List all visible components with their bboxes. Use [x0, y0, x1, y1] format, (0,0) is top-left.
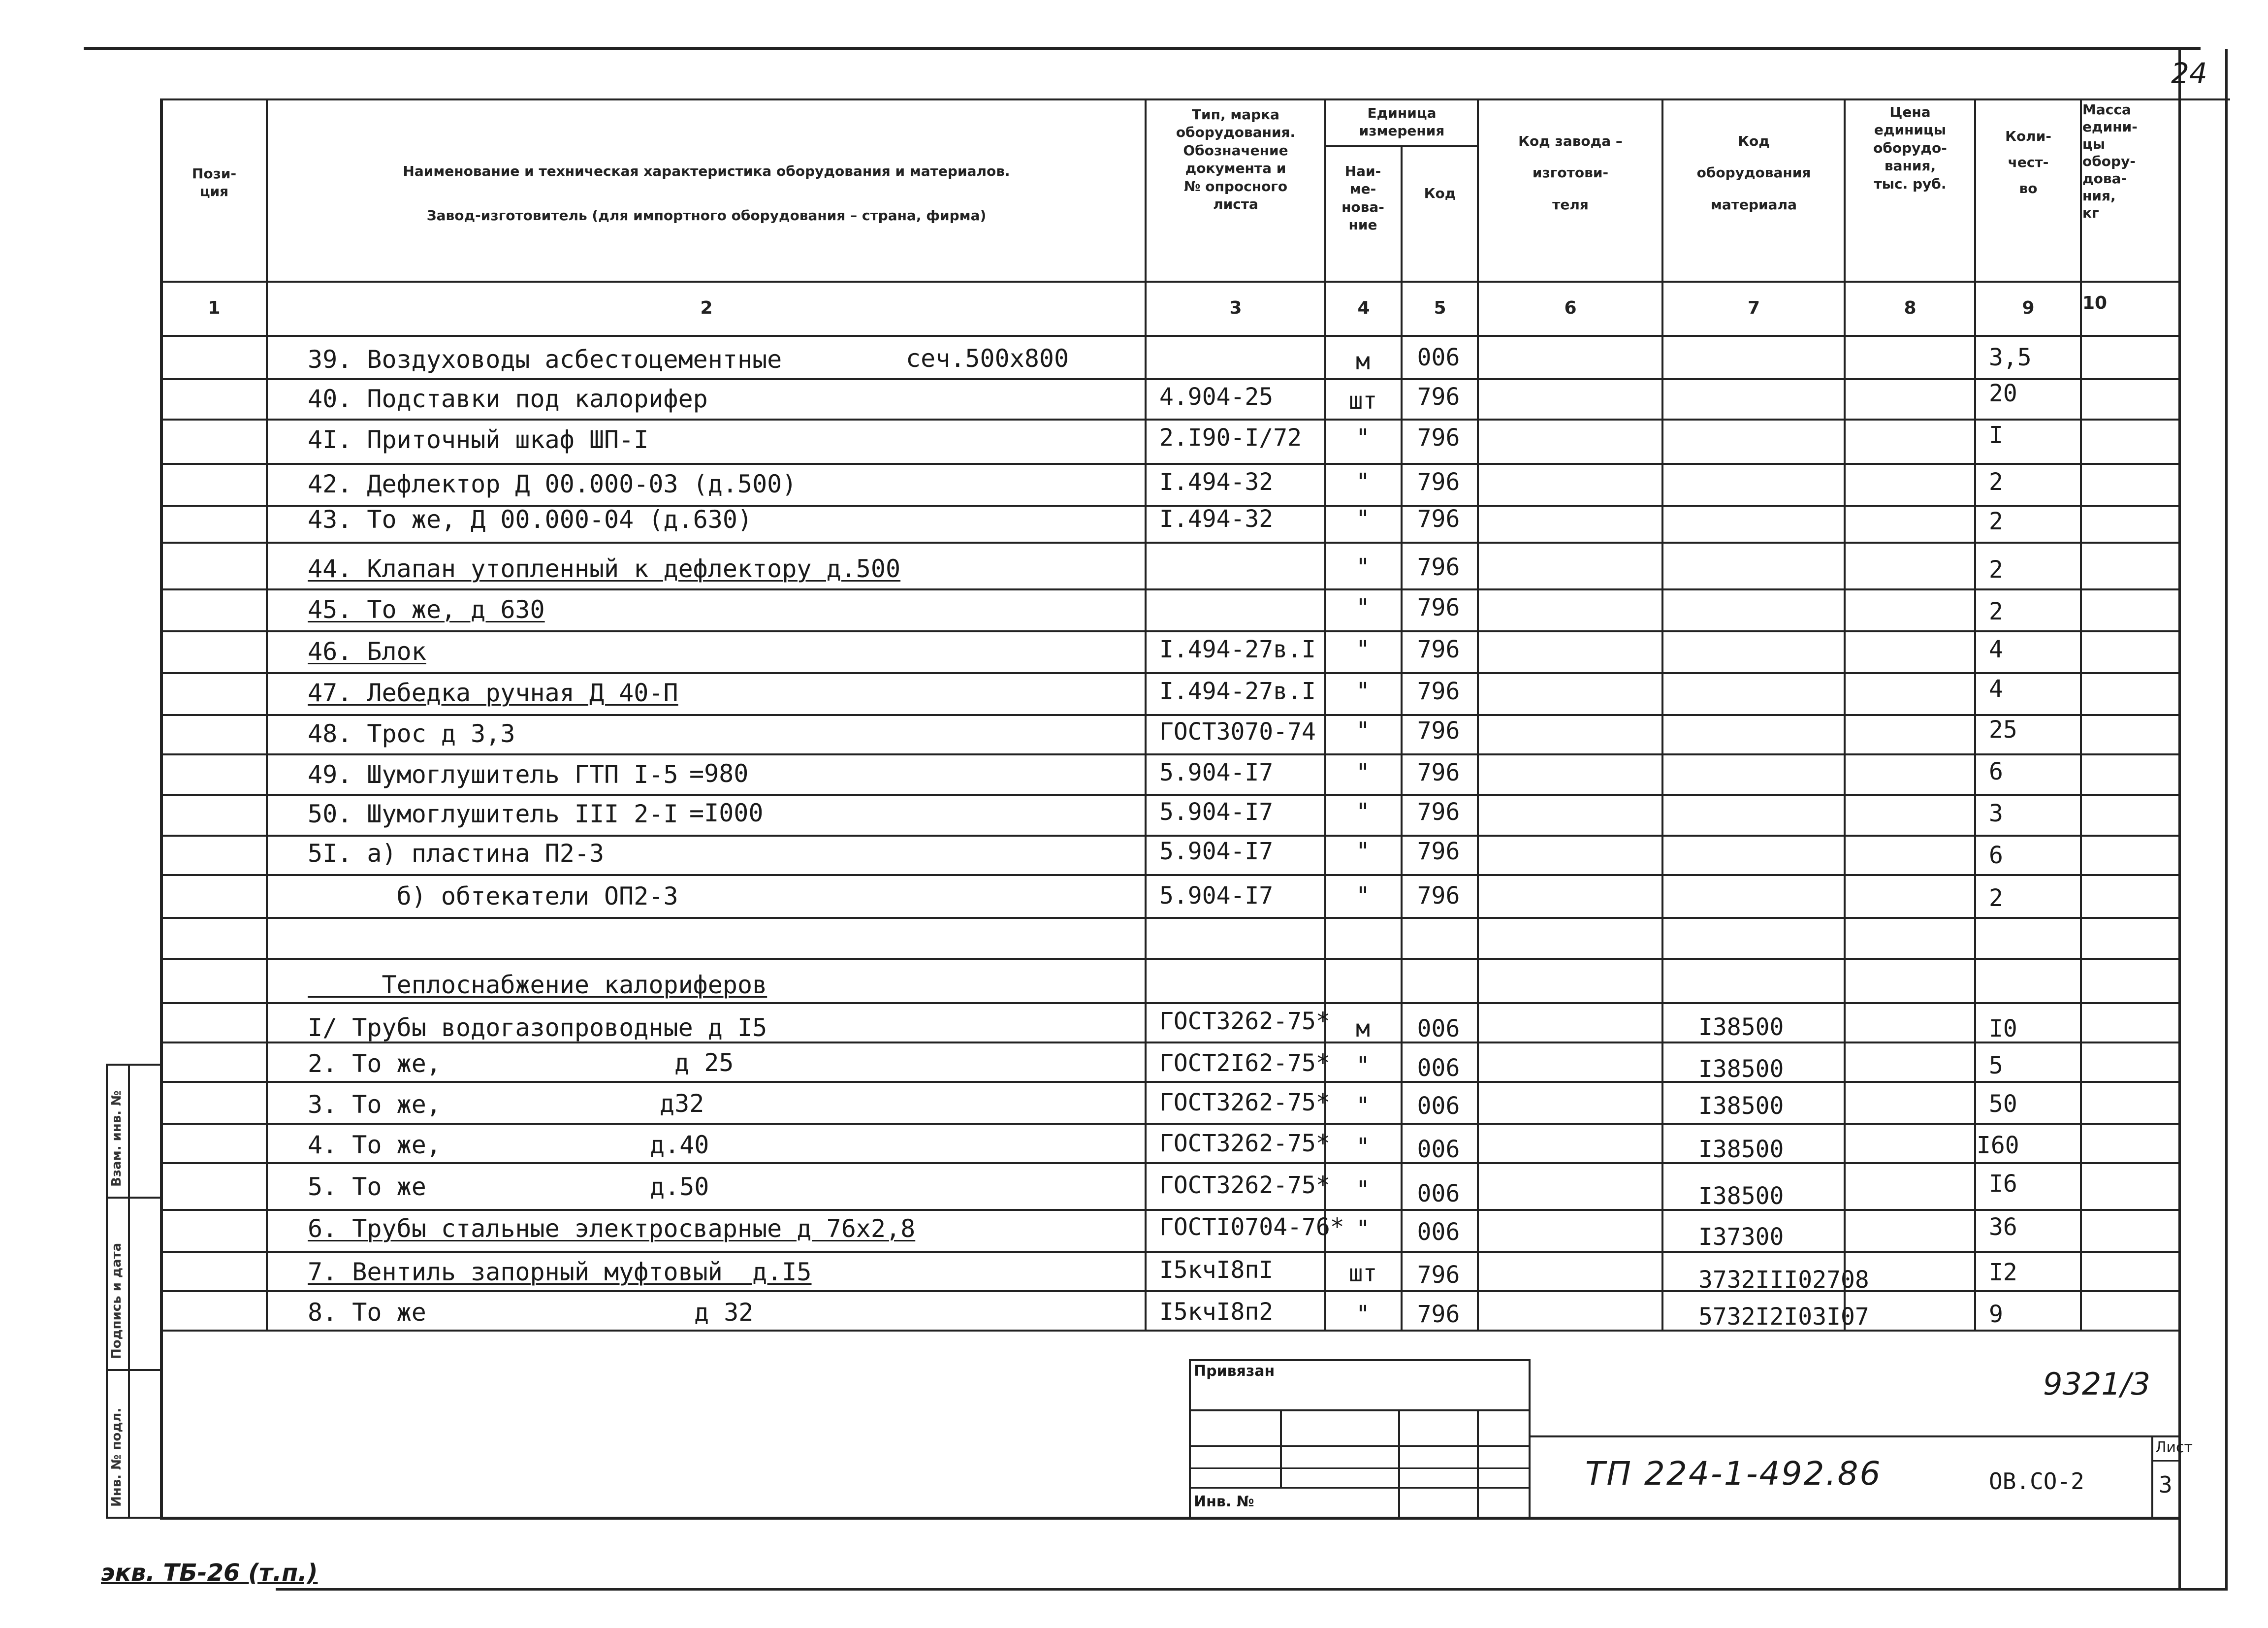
row-unit: " — [1356, 1301, 1370, 1328]
bottom-outer-border — [276, 1588, 2225, 1591]
side-strip-line — [106, 1369, 160, 1371]
row-code: 006 — [1417, 344, 1460, 371]
row-unit: " — [1356, 636, 1370, 663]
row-qty: 3,5 — [1989, 344, 2032, 371]
row-qty: 50 — [1989, 1090, 2017, 1118]
row-code: 796 — [1417, 1261, 1460, 1289]
row-code: 796 — [1417, 505, 1460, 533]
row-qty: 2 — [1989, 468, 2003, 496]
row-qty: 4 — [1989, 636, 2003, 663]
row-name: 8. То же — [308, 1298, 426, 1327]
right-border — [2178, 49, 2181, 1591]
row-unit: " — [1356, 1052, 1370, 1079]
row-name: 5I. а) пластина П2-3 — [308, 839, 605, 868]
row-doc: 2.I90-I/72 — [1159, 424, 1302, 452]
row-doc: I.494-27в.I — [1159, 636, 1316, 663]
row-name: 44. Клапан утопленный к дефлектору д.500 — [308, 554, 901, 583]
row-unit: " — [1356, 838, 1370, 865]
row-doc: 5.904-I7 — [1159, 882, 1274, 910]
stamp-line — [1280, 1409, 1282, 1488]
row-unit: " — [1356, 798, 1370, 826]
row-code: 006 — [1417, 1218, 1460, 1246]
header-col3: Тип, марка оборудования. Обозначение документа и № опросного листа — [1176, 106, 1296, 212]
row-name: 4. То же, — [308, 1131, 441, 1159]
row-doc: I.494-27в.I — [1159, 678, 1316, 705]
row-line — [160, 1162, 2178, 1164]
row-name: 48. Трос д 3,3 — [308, 719, 515, 748]
row-line — [160, 630, 2178, 632]
row-qty: 4 — [1989, 675, 2003, 703]
row-code: 796 — [1417, 838, 1460, 865]
row-unit: " — [1356, 554, 1370, 581]
row-qty: 6 — [1989, 842, 2003, 869]
row-code: 796 — [1417, 554, 1460, 581]
side-label-replace: Взам. инв. № — [109, 1090, 124, 1187]
row-code: 796 — [1417, 678, 1460, 705]
row-code: 796 — [1417, 882, 1460, 910]
stamp-line — [1529, 1359, 1531, 1517]
row-qty: I6 — [1989, 1170, 2017, 1198]
row-doc: I5кчI8п2 — [1159, 1298, 1274, 1326]
row-name: I/ Трубы водогазопроводные д I5 — [308, 1013, 767, 1042]
row-doc: I.494-32 — [1159, 505, 1274, 533]
stamp-line — [2151, 1435, 2153, 1517]
stamp-list-number: 3 — [2159, 1471, 2172, 1498]
row-qty: 2 — [1989, 556, 2003, 584]
row-doc: 5.904-I7 — [1159, 838, 1274, 865]
row-name: 39. Воздуховоды асбестоцементные — [308, 345, 782, 374]
row-name: 46. Блок — [308, 637, 426, 666]
frame-bottom — [160, 1517, 2178, 1520]
row-line — [160, 753, 2178, 755]
row-unit: шт — [1348, 1260, 1377, 1287]
header-top — [160, 98, 2178, 100]
row-code: 006 — [1417, 1136, 1460, 1163]
row-name: 49. Шумоглушитель ГТП I-5 — [308, 760, 678, 789]
header-col2-line1: Наименование и техническая характеристика оборудования и материалов. — [403, 163, 1010, 179]
stamp-line — [2151, 1460, 2178, 1462]
row-name: 4I. Приточный шкаф ШП-I — [308, 425, 649, 454]
row-code: 006 — [1417, 1180, 1460, 1207]
colnum-5: 5 — [1434, 298, 1446, 318]
row-unit: " — [1356, 759, 1370, 786]
row-line — [160, 794, 2178, 796]
row-line — [160, 1081, 2178, 1083]
header-col8: Цена единицы оборудо- вания, тыс. руб. — [1873, 104, 1947, 192]
row-unit: " — [1356, 505, 1370, 533]
row-extra: =I000 — [689, 799, 764, 827]
row-line — [160, 958, 2178, 960]
side-strip-line — [106, 1517, 160, 1519]
row-line — [160, 542, 2178, 544]
row-doc: ГОСТI0704-76* — [1159, 1213, 1344, 1241]
row-doc: 5.904-I7 — [1159, 798, 1274, 826]
row-code: 006 — [1417, 1054, 1460, 1082]
row-name: 47. Лебедка ручная Д 40-П — [308, 679, 678, 707]
section-title: Теплоснабжение калориферов — [308, 971, 767, 999]
row-name: 5. То же — [308, 1172, 426, 1201]
header-col10: Масса едини- цы обору- дова- ния, кг — [2082, 101, 2138, 221]
row-qty: 20 — [1989, 380, 2017, 407]
side-strip-line — [128, 1064, 130, 1517]
row-unit: м — [1356, 1015, 1370, 1042]
row-line — [160, 1290, 2178, 1292]
row-unit: " — [1356, 717, 1370, 745]
row-code: 796 — [1417, 1301, 1460, 1328]
row-name: б) обтекатели ОП2-3 — [308, 882, 678, 911]
row-mat: I38500 — [1698, 1013, 1784, 1041]
row-extra: д.50 — [650, 1172, 709, 1201]
row-qty: 6 — [1989, 758, 2003, 785]
row-doc: ГОСТ3262-75* — [1159, 1008, 1330, 1035]
colnum-6: 6 — [1564, 298, 1577, 318]
colnum-4: 4 — [1357, 298, 1370, 318]
colnum-7: 7 — [1747, 298, 1760, 318]
row-unit: шт — [1348, 387, 1377, 415]
row-name: 40. Подставки под калорифер — [308, 385, 708, 413]
side-label-signature: Подпись и дата — [109, 1242, 124, 1359]
row-extra: д32 — [660, 1089, 704, 1118]
row-extra: сеч.500х800 — [906, 344, 1069, 373]
row-extra: д.40 — [650, 1131, 709, 1159]
row-doc: ГОСТ2I62-75* — [1159, 1049, 1330, 1077]
row-line — [160, 835, 2178, 837]
row-qty: 2 — [1989, 884, 2003, 912]
row-name: 6. Трубы стальные электросварные д 76х2,8 — [308, 1214, 916, 1243]
row-code: 006 — [1417, 1092, 1460, 1120]
colnum-9: 9 — [2022, 298, 2035, 318]
side-strip-line — [106, 1197, 160, 1199]
row-qty: 2 — [1989, 598, 2003, 625]
row-code: 796 — [1417, 468, 1460, 496]
colnum-8: 8 — [1904, 298, 1917, 318]
colnum-3: 3 — [1229, 298, 1242, 318]
stamp-line — [1477, 1409, 1479, 1517]
row-unit: " — [1356, 1133, 1370, 1161]
row-doc: ГОСТ3262-75* — [1159, 1089, 1330, 1116]
row-line — [160, 1123, 2178, 1125]
table-bottom — [160, 1330, 2178, 1332]
row-unit: " — [1356, 1092, 1370, 1120]
row-code: 796 — [1417, 383, 1460, 411]
outer-right-border — [2225, 49, 2228, 1591]
row-unit: " — [1356, 468, 1370, 496]
row-code: 796 — [1417, 424, 1460, 452]
side-strip-line — [106, 1064, 108, 1517]
row-line — [160, 672, 2178, 674]
colnum-1: 1 — [208, 298, 221, 318]
stamp-handwritten-number: 9321/3 — [2043, 1366, 2151, 1402]
stamp-list-label: Лист — [2155, 1439, 2193, 1456]
row-name: 42. Дефлектор Д 00.000-03 (д.500) — [308, 470, 797, 498]
row-line — [160, 1251, 2178, 1253]
row-qty: I2 — [1989, 1259, 2017, 1286]
header-col4: Наи- ме- нова- ние — [1342, 163, 1384, 233]
stamp-sheet-code: ОВ.СО-2 — [1989, 1468, 2084, 1495]
row-extra: =980 — [689, 759, 749, 788]
side-strip-line — [106, 1064, 160, 1066]
row-unit: " — [1356, 882, 1370, 910]
row-line — [160, 463, 2178, 465]
row-doc: I.494-32 — [1159, 468, 1274, 496]
header-col5: Код — [1424, 185, 1456, 201]
row-mat: 5732I2I03I07 — [1698, 1303, 1869, 1331]
row-doc: 4.904-25 — [1159, 383, 1274, 411]
row-mat: I38500 — [1698, 1092, 1784, 1120]
sheet-corner-number: 24 — [2171, 57, 2207, 90]
header-col1: Пози- ция — [192, 165, 237, 200]
row-unit: " — [1356, 424, 1370, 452]
row-name: 3. То же, — [308, 1090, 441, 1119]
row-line — [160, 917, 2178, 919]
row-line — [160, 588, 2178, 590]
row-unit: " — [1356, 678, 1370, 705]
row-doc: 5.904-I7 — [1159, 759, 1274, 786]
row-mat: I38500 — [1698, 1055, 1784, 1083]
row-qty: I0 — [1989, 1015, 2017, 1042]
row-line — [160, 1209, 2178, 1211]
row-code: 796 — [1417, 594, 1460, 621]
header-col6: Код завода – изготови- теля — [1518, 133, 1623, 213]
colnum-2: 2 — [700, 298, 713, 318]
top-border — [84, 47, 2201, 50]
row-qty: 5 — [1989, 1052, 2003, 1079]
stamp-line — [1529, 1435, 2178, 1437]
header-bottom — [160, 281, 2178, 283]
header-col7: Код оборудования материала — [1696, 133, 1811, 213]
row-code: 006 — [1417, 1015, 1460, 1042]
header-col2-line2: Завод-изготовитель (для импортного оборудования – страна, фирма) — [426, 207, 987, 224]
row-line — [160, 1002, 2178, 1004]
row-name: 2. То же, — [308, 1049, 441, 1078]
row-code: 796 — [1417, 717, 1460, 745]
row-qty: 3 — [1989, 800, 2003, 827]
row-mat: 3732III02708 — [1698, 1266, 1869, 1294]
row-line — [160, 419, 2178, 421]
stamp-inv-no: Инв. № — [1194, 1493, 1254, 1510]
stamp-line — [1189, 1359, 1529, 1361]
row-doc: ГОСТ3262-75* — [1159, 1130, 1330, 1157]
row-qty: I — [1989, 422, 2003, 449]
row-mat: I38500 — [1698, 1136, 1784, 1163]
stamp-privyazan: Привязан — [1194, 1363, 1275, 1380]
row-unit: " — [1356, 1215, 1370, 1243]
stamp-designation: ТП 224-1-492.86 — [1585, 1455, 1882, 1493]
row-code: 796 — [1417, 759, 1460, 786]
row-line — [160, 874, 2178, 876]
row-qty: 36 — [1989, 1213, 2017, 1241]
side-label-inv: Инв. № подл. — [109, 1407, 124, 1507]
row-extra: д 32 — [694, 1298, 754, 1327]
row-name: 7. Вентиль запорный муфтовый д.I5 — [308, 1258, 812, 1286]
row-doc: ГОСТ3070-74 — [1159, 718, 1316, 746]
unit-group-line — [1324, 145, 1477, 147]
row-name: 50. Шумоглушитель III 2-I — [308, 800, 678, 828]
stamp-line — [1189, 1359, 1191, 1517]
row-code: 796 — [1417, 798, 1460, 826]
row-qty: I60 — [1977, 1132, 2019, 1159]
stamp-line — [1398, 1409, 1400, 1517]
colnum-bottom — [160, 335, 2178, 337]
row-line — [160, 714, 2178, 716]
row-code: 796 — [1417, 636, 1460, 663]
row-doc: I5кчI8пI — [1159, 1256, 1274, 1284]
row-mat: I37300 — [1698, 1223, 1784, 1251]
row-qty: 2 — [1989, 508, 2003, 535]
row-doc: ГОСТ3262-75* — [1159, 1172, 1330, 1199]
row-extra: д 25 — [674, 1048, 734, 1077]
header-col9: Коли- чест- во — [2005, 128, 2051, 197]
row-qty: 25 — [1989, 716, 2017, 744]
colnum-10: 10 — [2082, 293, 2108, 313]
row-mat: I38500 — [1698, 1182, 1784, 1210]
bottom-note: экв. ТБ-26 (т.п.) — [101, 1559, 318, 1587]
row-qty: 9 — [1989, 1301, 2003, 1328]
row-unit: м — [1356, 348, 1370, 375]
row-unit: " — [1356, 594, 1370, 621]
row-name: 45. То же, д 630 — [308, 595, 545, 624]
row-unit: " — [1356, 1176, 1370, 1204]
header-unit-group: Единица измерения — [1359, 105, 1445, 139]
row-line — [160, 378, 2178, 380]
row-name: 43. То же, Д 00.000-04 (д.630) — [308, 505, 753, 534]
